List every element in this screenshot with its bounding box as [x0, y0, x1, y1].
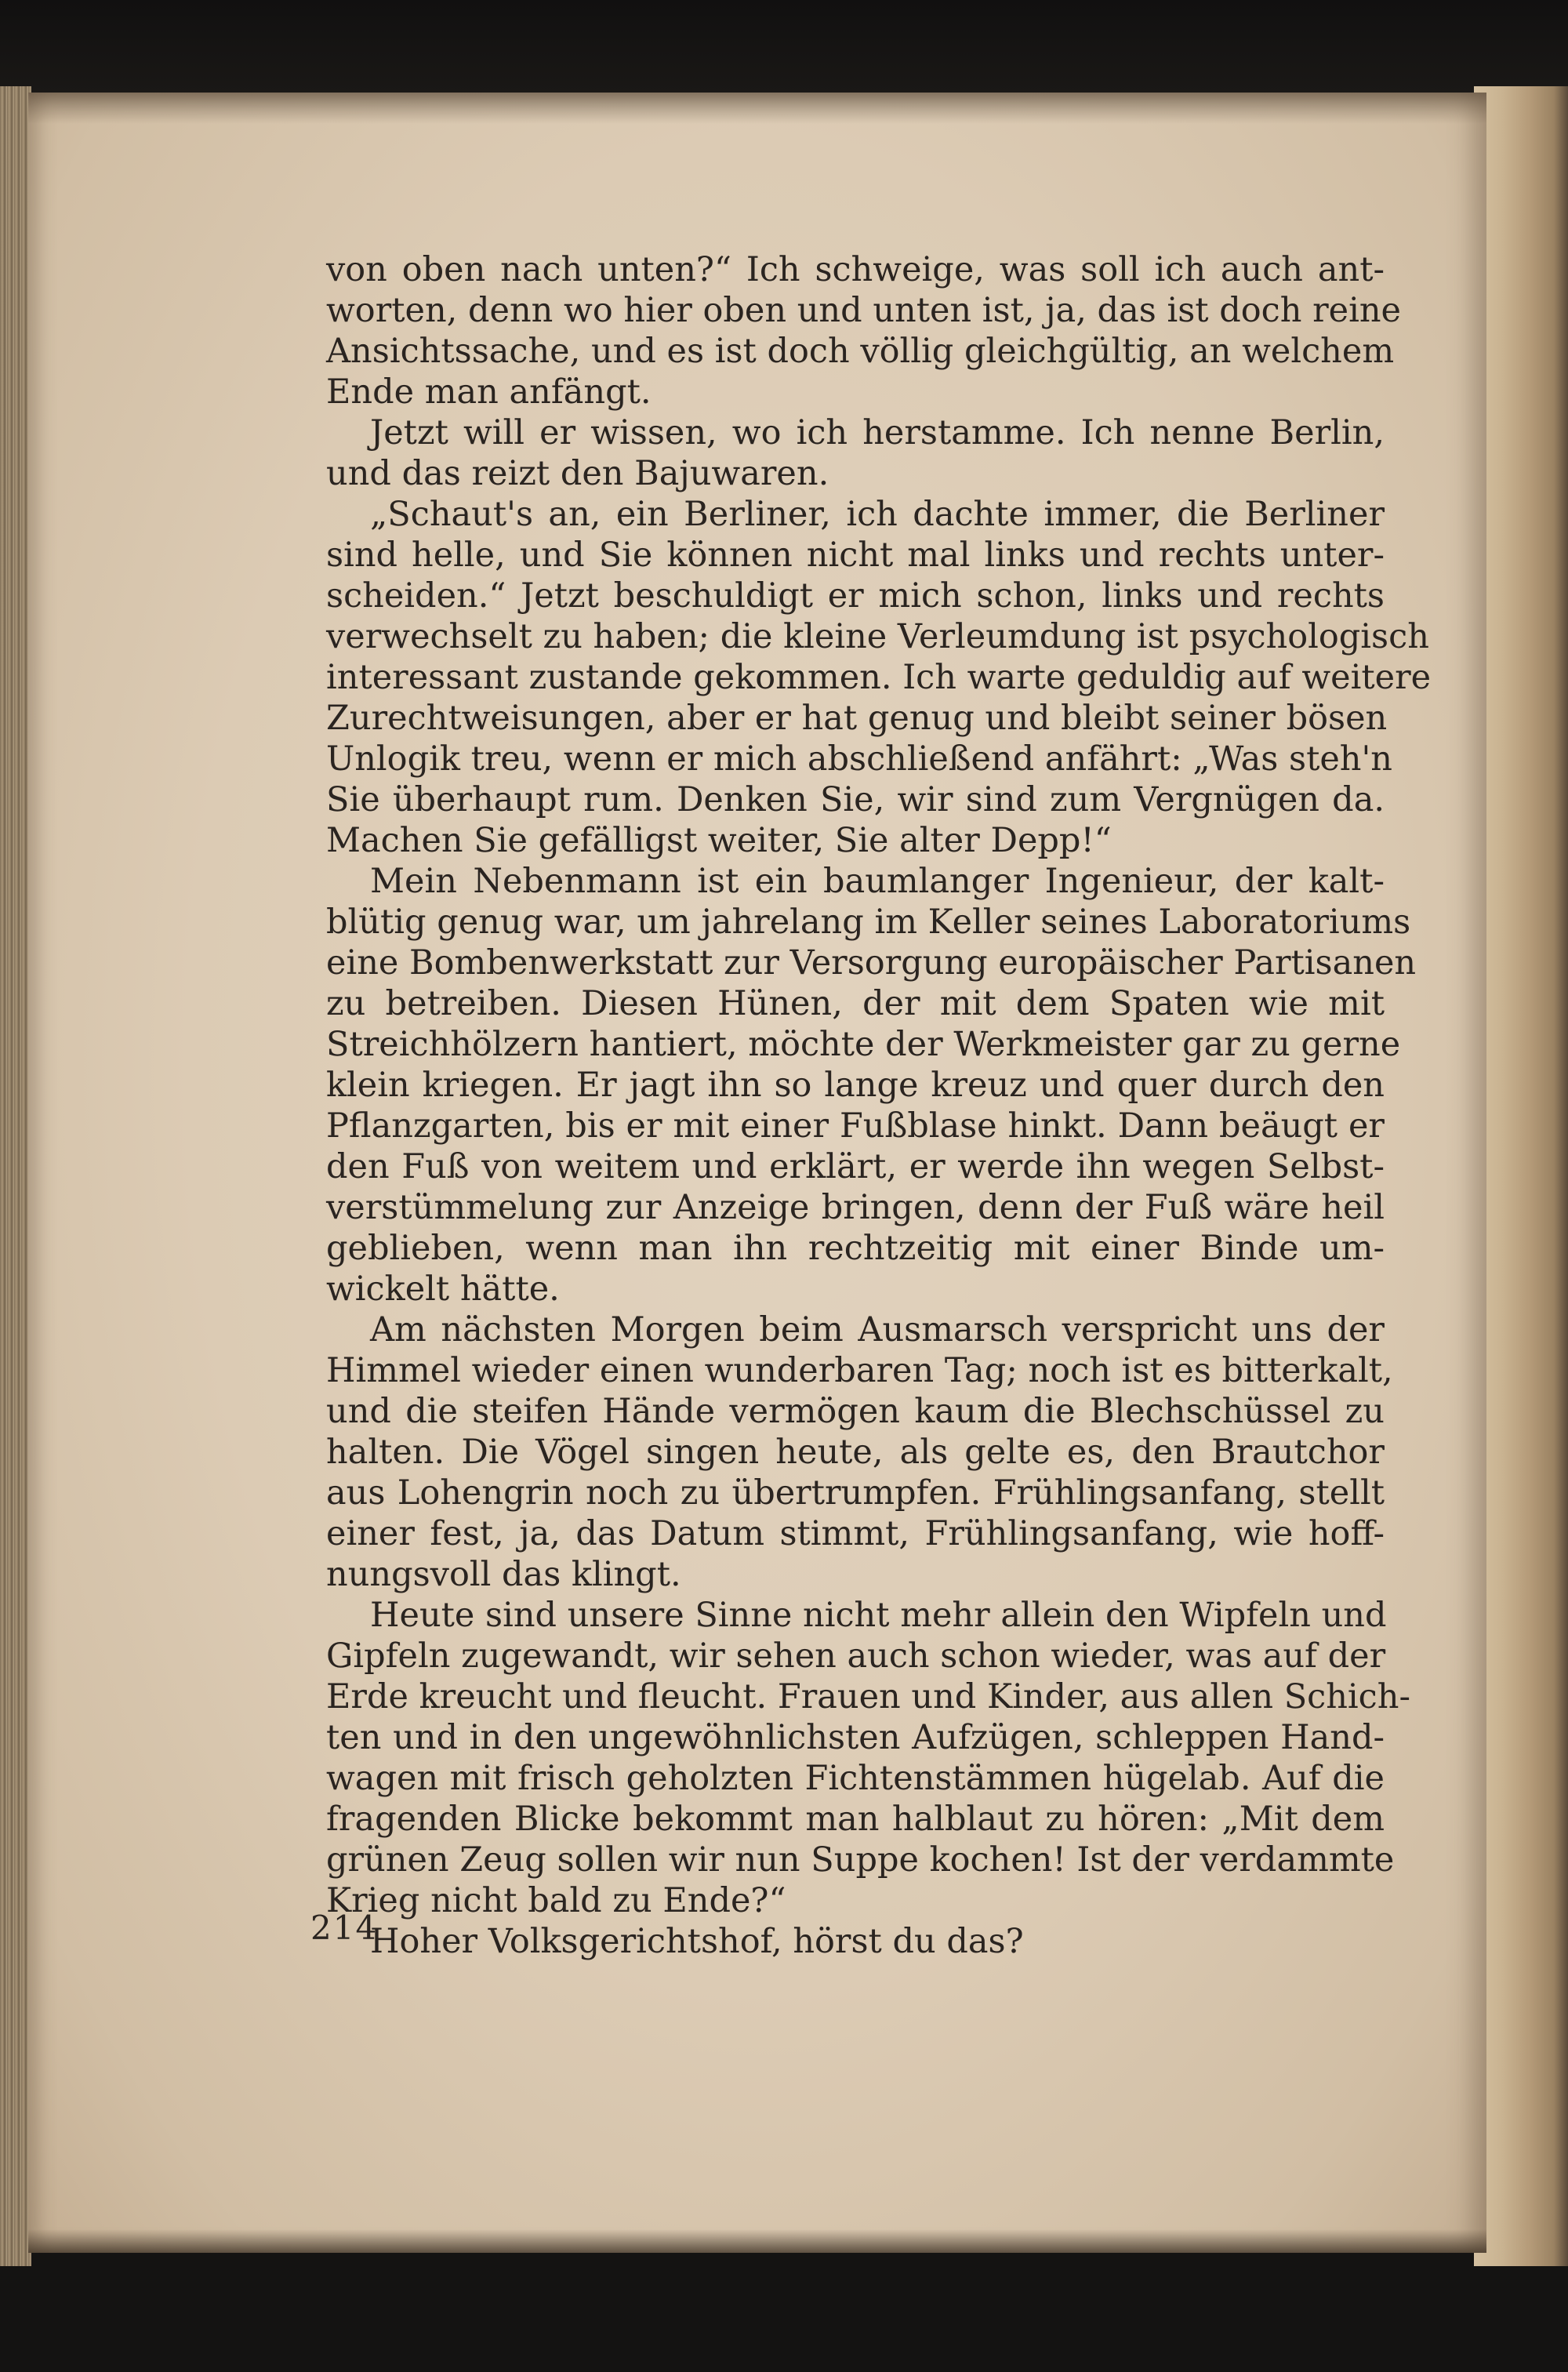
text-line: Jetzt will er wissen, wo ich herstamme. Ich nenne Berlin,	[370, 413, 1385, 452]
text-line: blütig genug war, um jahrelang im Keller seines Laboratoriums	[326, 903, 1411, 942]
text-line: von oben nach unten?“ Ich schweige, was soll ich auch ant-	[326, 250, 1385, 289]
text-line: grünen Zeug sollen wir nun Suppe kochen! Ist der verdammte	[326, 1840, 1395, 1880]
text-line: Erde kreucht und fleucht. Frauen und Kinder, aus allen Schich-	[326, 1677, 1410, 1716]
text-line: verstümmelung zur Anzeige bringen, denn der Fuß wäre heil	[326, 1188, 1385, 1227]
text-line: Sie überhaupt rum. Denken Sie, wir sind zum Vergnügen da.	[326, 780, 1385, 819]
book-edge-right	[1474, 86, 1568, 2266]
text-line: einer fest, ja, das Datum stimmt, Frühlingsanfang, wie hoff-	[326, 1514, 1385, 1553]
paragraph	[326, 861, 1417, 1310]
text-line: „Schaut's an, ein Berliner, ich dachte immer, die Berliner	[370, 495, 1385, 534]
text-line: Ende man anfängt.	[326, 372, 652, 412]
text-line: Machen Sie gefälligst weiter, Sie alter Depp!“	[326, 821, 1112, 860]
text-line: geblieben, wenn man ihn rechtzeitig mit einer Binde um-	[326, 1229, 1385, 1268]
text-line: scheiden.“ Jetzt beschuldigt er mich schon, links und rechts	[326, 576, 1385, 616]
text-line: Heute sind unsere Sinne nicht mehr allein den Wipfeln und	[370, 1596, 1387, 1635]
text-line: worten, denn wo hier oben und unten ist, ja, das ist doch reine	[326, 291, 1401, 330]
text-line: klein kriegen. Er jagt ihn so lange kreuz und quer durch den	[326, 1066, 1385, 1105]
page-top-shadow	[28, 93, 1486, 124]
paragraph	[326, 1595, 1410, 1921]
text-line: verwechselt zu haben; die kleine Verleumdung ist psychologisch	[326, 617, 1429, 656]
text-line: zu betreiben. Diesen Hünen, der mit dem Spaten wie mit	[326, 984, 1385, 1023]
text-line: und das reizt den Bajuwaren.	[326, 454, 829, 493]
paragraph	[326, 249, 1401, 412]
page-bottom-shadow	[28, 2229, 1486, 2253]
text-line: Zurechtweisungen, aber er hat genug und bleibt seiner bösen	[326, 699, 1388, 738]
text-line: Pflanzgarten, bis er mit einer Fußblase hinkt. Dann beäugt er	[326, 1106, 1385, 1146]
text-line: sind helle, und Sie können nicht mal links und rechts unter-	[326, 536, 1385, 575]
text-line: Himmel wieder einen wunderbaren Tag; noch ist es bitterkalt,	[326, 1351, 1393, 1390]
text-line: interessant zustande gekommen. Ich warte geduldig auf weitere	[326, 658, 1432, 697]
text-line: wickelt hätte.	[326, 1270, 560, 1309]
paragraph	[326, 1921, 1385, 1962]
text-line: wagen mit frisch geholzten Fichtenstämmen hügelab. Auf die	[326, 1759, 1385, 1798]
text-line: Mein Nebenmann ist ein baumlanger Ingenieur, der kalt-	[370, 862, 1385, 901]
book-edge-left	[0, 86, 31, 2266]
text-line: den Fuß von weitem und erklärt, er werde ihn wegen Selbst-	[326, 1147, 1385, 1186]
text-line: eine Bombenwerkstatt zur Versorgung europäischer Partisanen	[326, 943, 1417, 983]
page-number: 214	[310, 1909, 379, 1947]
text-line: ten und in den ungewöhnlichsten Aufzügen, schleppen Hand-	[326, 1718, 1385, 1757]
text-line: und die steifen Hände vermögen kaum die Blechschüssel zu	[326, 1392, 1385, 1431]
paragraph	[326, 1310, 1393, 1595]
text-line: Am nächsten Morgen beim Ausmarsch verspricht uns der	[370, 1310, 1385, 1349]
paragraph	[326, 494, 1432, 861]
text-line: aus Lohengrin noch zu übertrumpfen. Frühlingsanfang, stellt	[326, 1473, 1385, 1513]
text-line: Krieg nicht bald zu Ende?“	[326, 1881, 786, 1920]
text-line: Ansichtssache, und es ist doch völlig gleichgültig, an welchem	[326, 332, 1395, 371]
paragraph	[326, 412, 1385, 494]
text-line: nungsvoll das klingt.	[326, 1555, 681, 1594]
text-line: halten. Die Vögel singen heute, als gelte es, den Brautchor	[326, 1433, 1385, 1472]
body-text	[326, 249, 1432, 1962]
text-line: Gipfeln zugewandt, wir sehen auch schon wieder, was auf der	[326, 1636, 1386, 1676]
book-page	[28, 93, 1486, 2253]
text-line: Hoher Volksgerichtshof, hörst du das?	[370, 1922, 1024, 1961]
text-line: Unlogik treu, wenn er mich abschließend anfährt: „Was steh'n	[326, 739, 1393, 779]
text-line: Streichhölzern hantiert, möchte der Werkmeister gar zu gerne	[326, 1025, 1401, 1064]
text-line: fragenden Blicke bekommt man halblaut zu hören: „Mit dem	[326, 1800, 1385, 1839]
